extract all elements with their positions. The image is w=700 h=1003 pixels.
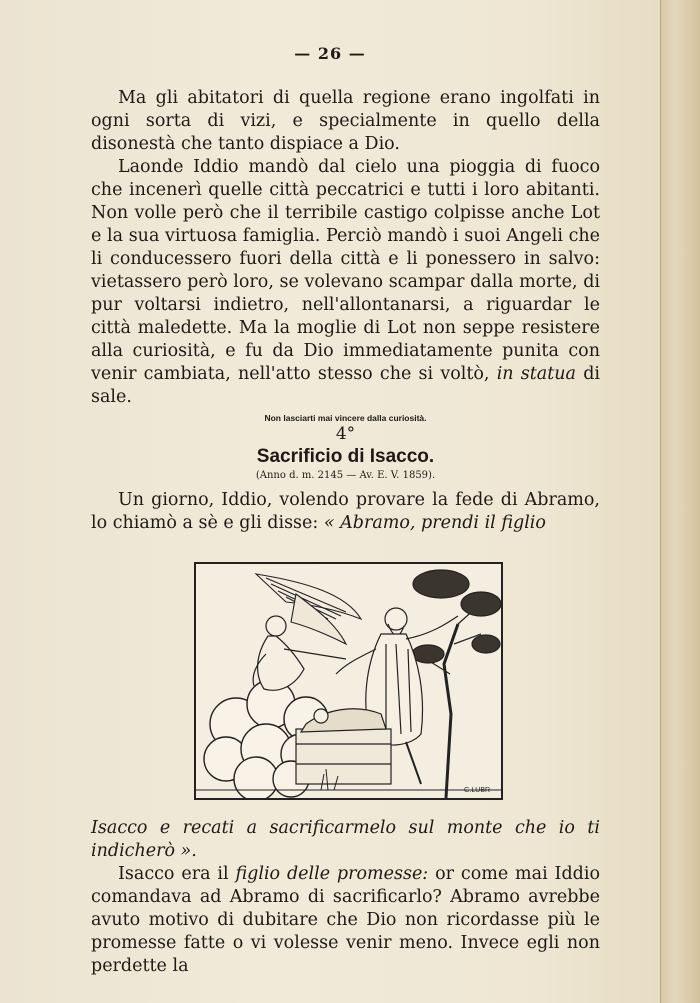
paragraph-3-emphasis: figlio delle promesse: (235, 864, 429, 884)
paragraph-2-emphasis: in statua (496, 364, 576, 384)
section-dates: (Anno d. m. 2145 — Av. E. V. 1859). (255, 470, 436, 481)
paragraph-3-lead: Isacco era il (118, 864, 229, 884)
quote-continuation (91, 817, 600, 863)
paragraph-2 (91, 156, 600, 409)
paragraph-3-rest: or come mai Iddio comandava ad Abramo di sacrificarlo? Abramo avrebbe avuto motivo di dubitare che Dio non ricordasse più le promesse fatte o vi volesse venir meno. Invece egli non perdette la (91, 864, 601, 976)
illustration-sacrifice-of-isaac (194, 562, 503, 800)
story-intro-text: Un giorno, Iddio, volendo provare la fede di Abramo, lo chiamò a sè e gli disse: (91, 490, 600, 533)
page-edge (660, 0, 700, 1003)
paragraph-2-text: Laonde Iddio mandò dal cielo una pioggia di fuoco che incenerì quelle città peccatrici e tutti i loro abitanti. Non volle però che il terribile castigo colpisse anche Lot e la sua virtuosa famiglia. Perciò mandò i suoi Angeli che li conducessero fuori della città e li ponessero in salvo: vietassero però loro, se volevano scampar dalla morte, di pur voltarsi indietro, nell'allontanarsi, a riguardar le città maledette. Ma la moglie di Lot non seppe resistere alla curiosità, e fu da Dio immediatamente punita con venir cambiata, nell'atto stesso che si voltò, (91, 157, 600, 384)
text-block-top (91, 87, 600, 423)
story-intro-block (91, 489, 600, 535)
story-intro (91, 489, 600, 535)
section-header (91, 424, 600, 481)
page-number: — 26 — (294, 44, 366, 63)
section-number: 4° (335, 424, 356, 444)
text-block-bottom (91, 817, 600, 978)
section-title: Sacrificio di Isacco. (256, 446, 435, 467)
paragraph-2-end: di sale. (91, 364, 600, 407)
quote-start: « Abramo, prendi il figlio (323, 513, 546, 533)
motto: Non lasciarti mai vincere dalla curiosità. (264, 413, 427, 423)
paragraph-1: Ma gli abitatori di quella regione erano ingolfati in ogni sorta di vizi, e specialmente in quello della disonestà che tanto dispiace a Dio. (91, 88, 600, 154)
illustration-drawing (196, 564, 501, 798)
paragraph-3 (91, 863, 600, 978)
quote-end: Isacco e recati a sacrificarmelo sul monte che io ti indicherò ». (91, 818, 600, 861)
illustrator-signature: G.LUBR (464, 787, 491, 794)
tree (412, 570, 501, 798)
